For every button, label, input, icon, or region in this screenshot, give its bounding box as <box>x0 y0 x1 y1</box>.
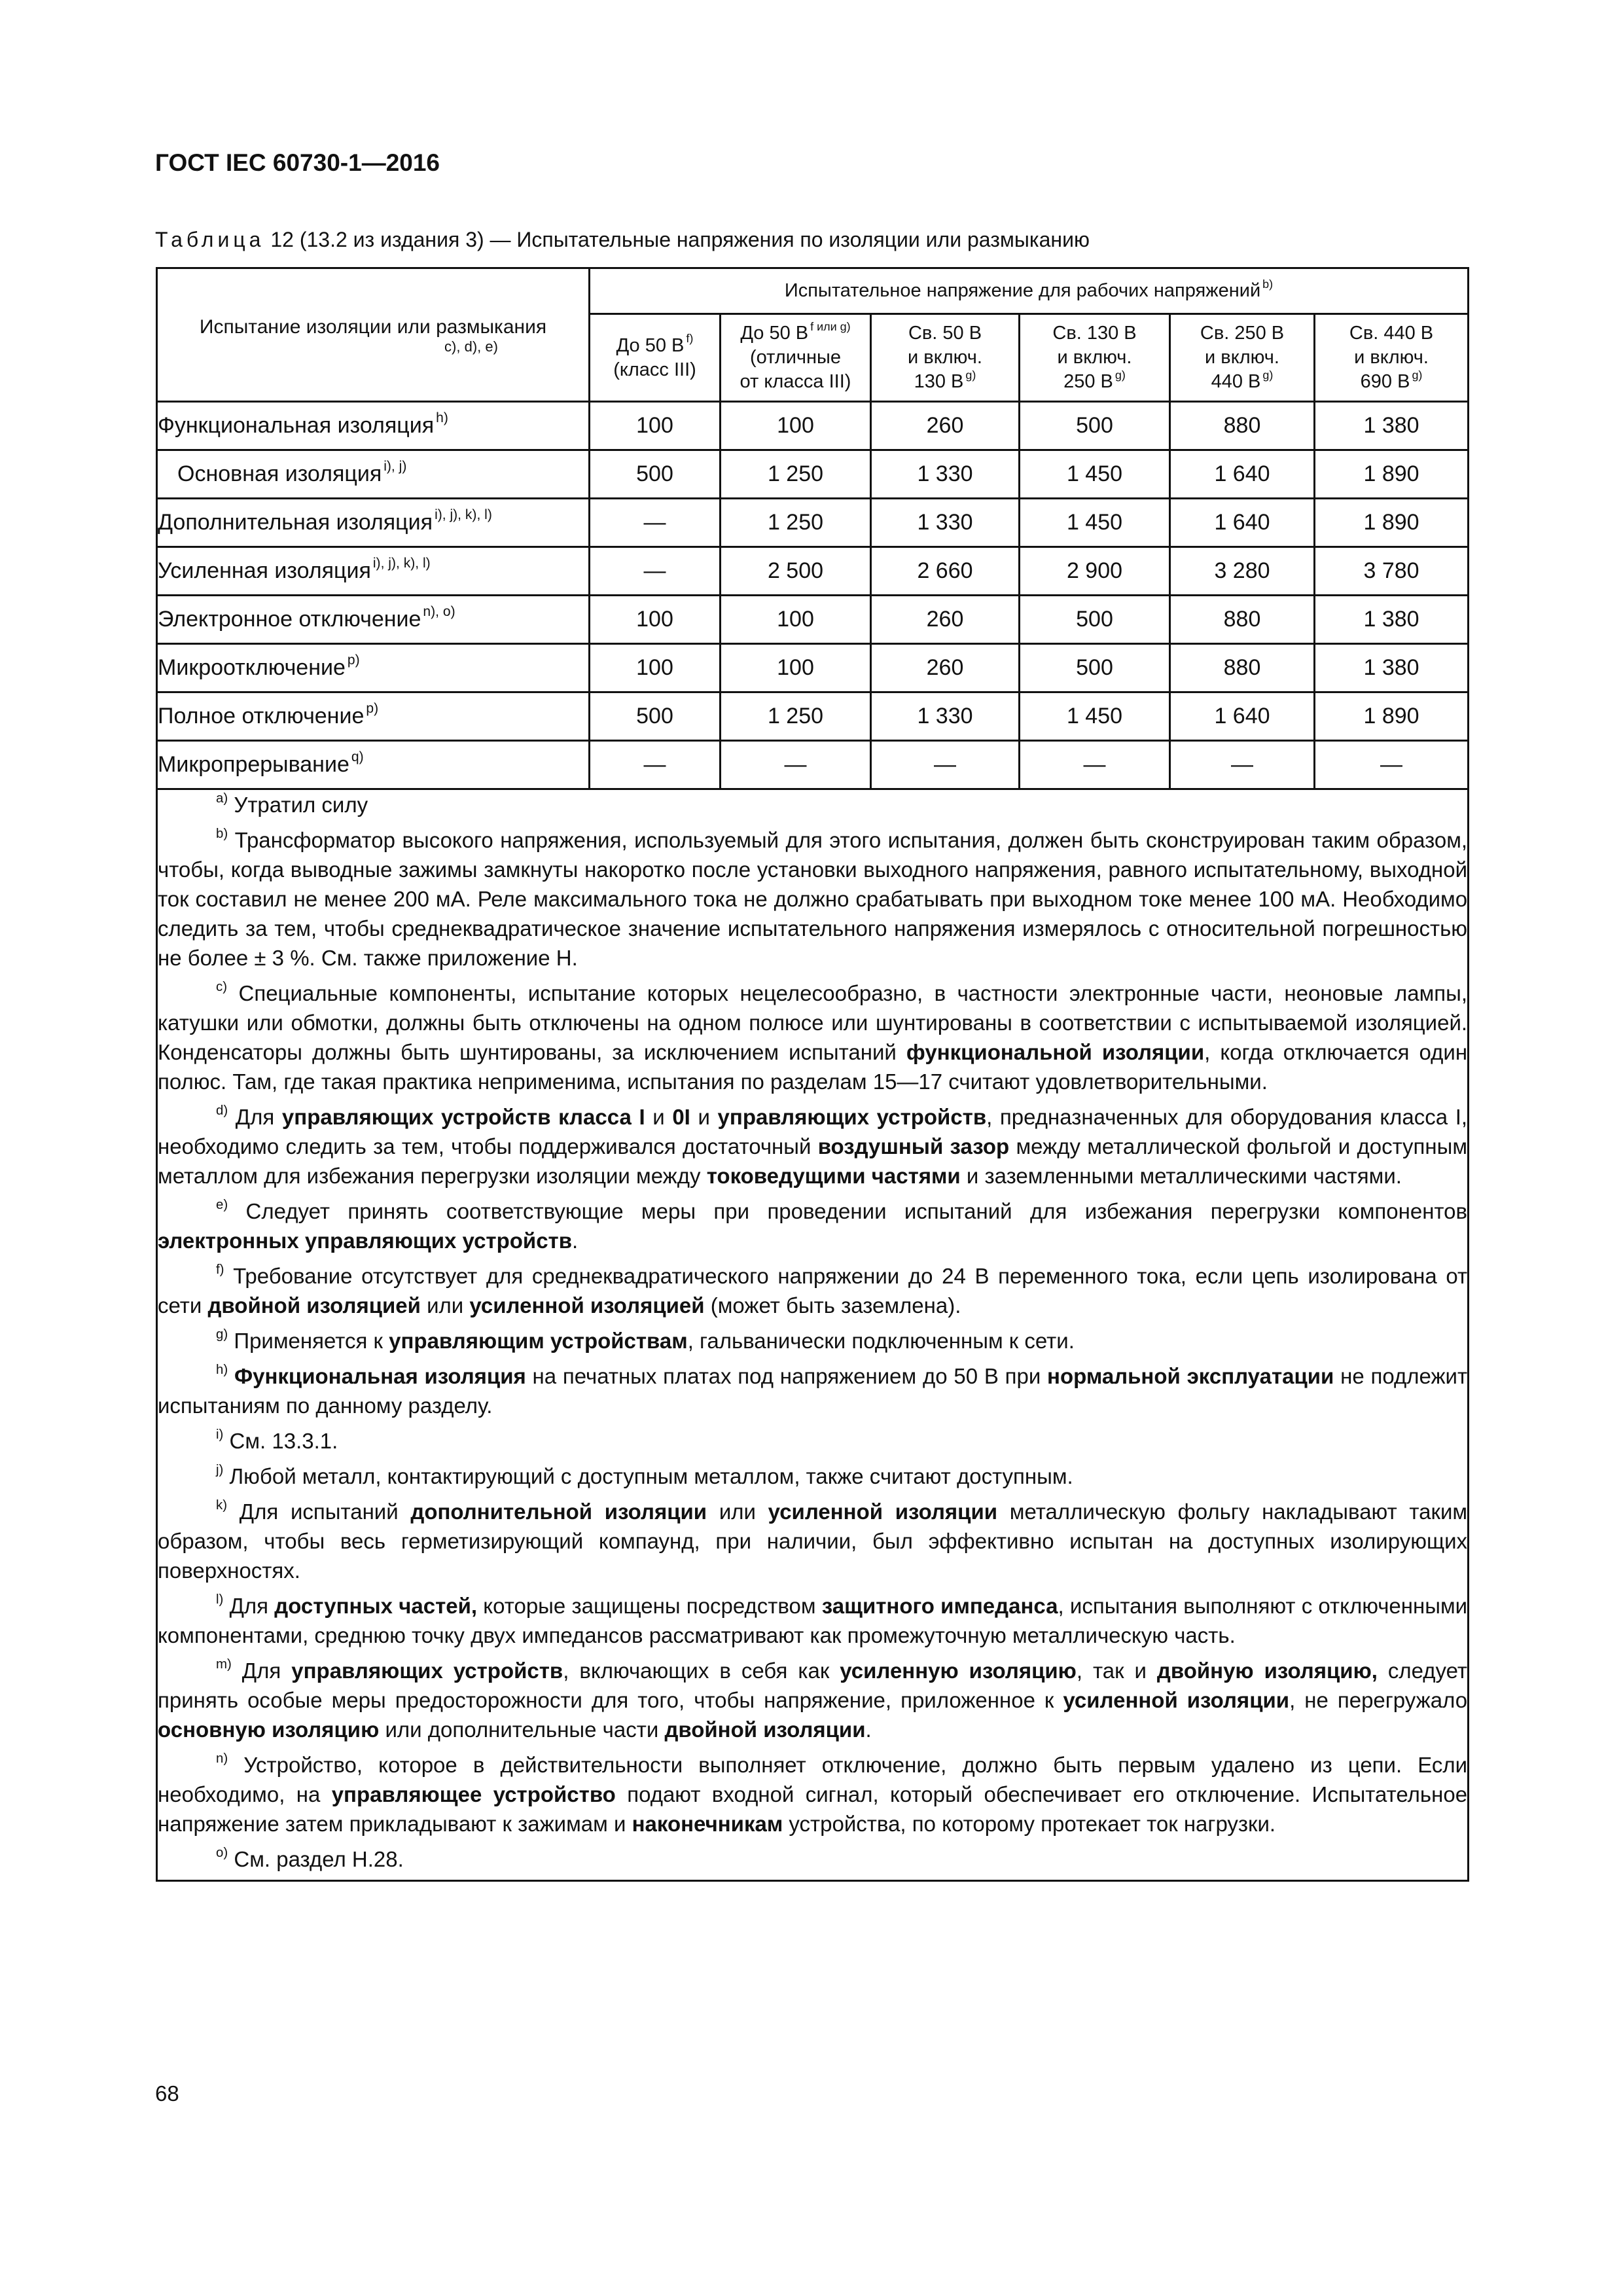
column-header-5 <box>1170 314 1315 402</box>
row-label-cell <box>157 450 590 499</box>
footnote-mark: c) <box>216 978 228 994</box>
value-cell: — <box>721 741 871 789</box>
value-cell: 1 380 <box>1315 596 1469 644</box>
column-header-2 <box>721 314 871 402</box>
footnote-l <box>158 1591 1467 1650</box>
footnote-text: Следует принять соответствующие меры при проведении испытаний для избежания перегрузки компонентов <box>228 1199 1468 1223</box>
footnote-mark: o) <box>216 1844 228 1860</box>
row-label-cell <box>157 402 590 450</box>
value-cell: 3 780 <box>1315 547 1469 596</box>
footnote-text: Утратил силу <box>228 793 368 817</box>
table-row <box>157 741 1469 789</box>
footnote-e <box>158 1196 1467 1255</box>
value-cell: 1 250 <box>721 499 871 547</box>
value-cell: 1 330 <box>871 692 1020 741</box>
footnote-term: электронных управляющих устройств <box>158 1229 572 1253</box>
footnote-j <box>158 1462 1467 1491</box>
voltage-group-header-label: Испытательное напряжение для рабочих напряжений <box>784 280 1261 301</box>
column-header-text: 440 В <box>1211 371 1261 392</box>
footnote-a <box>158 790 1467 819</box>
footnote-term: управляющим устройствам <box>389 1329 688 1353</box>
row-label-cell <box>157 692 590 741</box>
column-header-ref: g) <box>1115 368 1126 382</box>
footnote-text: Любой металл, контактирующий с доступным металлом, также считают доступным. <box>223 1464 1073 1488</box>
footnote-text: между металлической фольгой и доступным металлом для избежания перегрузки изоляции между <box>158 1134 1468 1188</box>
column-header-line1 <box>1315 321 1467 346</box>
footnote-text: , предназначенных для оборудования класса I, необходимо следить за тем, чтобы поддерживался достаточный <box>158 1105 1468 1158</box>
value-cell: 1 640 <box>1170 450 1315 499</box>
footnote-term: основную изоляцию <box>158 1717 380 1742</box>
column-header-line2: (класс III) <box>613 359 696 380</box>
column-header-line3 <box>1171 370 1313 394</box>
footnote-o <box>158 1844 1467 1874</box>
table-row <box>157 499 1469 547</box>
column-header-text: Св. 130 В <box>1052 323 1137 344</box>
column-header-line2: (отличные <box>749 347 841 368</box>
footnote-mark: a) <box>216 790 228 806</box>
footnote-text: , включающих в себя как <box>563 1659 840 1683</box>
footnote-mark: h) <box>216 1361 228 1377</box>
footnote-text: устройства, по которому протекает ток нагрузки. <box>783 1812 1276 1836</box>
value-cell: — <box>1315 741 1469 789</box>
value-cell: — <box>590 741 721 789</box>
value-cell: 880 <box>1170 402 1315 450</box>
value-cell: 3 280 <box>1170 547 1315 596</box>
column-header-text: До 50 В <box>616 334 685 356</box>
footnote-c <box>158 978 1467 1096</box>
row-header-label: Испытание изоляции или размыкания <box>199 315 547 338</box>
footnote-term: двойной изоляции <box>664 1717 866 1742</box>
value-cell: 1 250 <box>721 450 871 499</box>
value-cell: 100 <box>590 644 721 692</box>
footnote-text: См. раздел Н.28. <box>228 1847 404 1871</box>
value-cell: 1 450 <box>1020 499 1170 547</box>
footnote-term: защитного импеданса <box>821 1594 1058 1618</box>
footnote-text: . <box>572 1229 579 1253</box>
footnote-mark: f) <box>216 1261 224 1277</box>
footnote-n <box>158 1750 1467 1839</box>
footnote-g <box>158 1326 1467 1355</box>
row-label-cell <box>157 644 590 692</box>
value-cell: 1 380 <box>1315 644 1469 692</box>
row-header-cell <box>157 268 590 402</box>
column-header-line3 <box>872 370 1018 394</box>
footnote-text: , испытания выполняют с отключенными компонентами, среднюю точку двух импедансов рассматривают как промежуточную металлическую часть. <box>158 1594 1468 1647</box>
column-header-line1 <box>590 334 719 358</box>
table-caption <box>155 228 1090 252</box>
footnote-text: , гальванически подключенным к сети. <box>687 1329 1075 1353</box>
value-cell: 880 <box>1170 596 1315 644</box>
column-header-line1 <box>1020 321 1169 346</box>
footnote-text: или <box>707 1499 768 1524</box>
footnote-term: двойной изоляцией <box>207 1293 421 1318</box>
footnote-text: Для <box>223 1594 275 1618</box>
table-row <box>157 596 1469 644</box>
footnote-text: или дополнительные части <box>379 1717 665 1742</box>
footnote-text: следует принять особые меры предосторожности для того, чтобы напряжение, приложенное к <box>158 1659 1468 1712</box>
row-label: Основная изоляция <box>177 461 382 486</box>
footnote-text: не подлежит испытаниям по данному разделу. <box>158 1364 1468 1418</box>
footnote-text: подают входной сигнал, который обеспечивает его отключение. Испытательное напряжение затем прикладывают к зажимам и <box>158 1782 1468 1836</box>
footnote-mark: l) <box>216 1591 224 1607</box>
value-cell: 100 <box>721 596 871 644</box>
value-cell: 1 890 <box>1315 499 1469 547</box>
footnote-mark: m) <box>216 1656 232 1672</box>
footnote-term: 0I <box>672 1105 690 1129</box>
row-label: Микропрерывание <box>158 752 349 777</box>
footnote-text: или <box>420 1293 470 1318</box>
footnote-text: и <box>690 1105 718 1129</box>
footnote-mark: b) <box>216 825 228 841</box>
footnote-text: Трансформатор высокого напряжения, используемый для этого испытания, должен быть сконструирован таким образом, чтобы, когда выводные зажимы замкнуты накоротко после установки выходного напряжения, равного испытательному, выходной ток составил не менее 200 мА. Реле максимального тока не должно срабатывать при выходном токе менее 100 мА. Необходимо следить за тем, чтобы среднеквадратическое значение испытательного напряжения измерялось с относительной погрешностью не более ± 3 %. См. также приложение Н. <box>158 828 1468 970</box>
footnote-text: Для <box>228 1105 282 1129</box>
value-cell: 1 450 <box>1020 692 1170 741</box>
footnote-f <box>158 1261 1467 1320</box>
row-label: Функциональная изоляция <box>158 413 435 438</box>
footnote-mark: j) <box>216 1462 224 1477</box>
page-number: 68 <box>155 2081 179 2106</box>
value-cell: 1 640 <box>1170 499 1315 547</box>
footnote-term: управляющих устройств <box>291 1659 563 1683</box>
footnote-term: доступных частей, <box>274 1594 478 1618</box>
footnote-text: , так и <box>1076 1659 1157 1683</box>
column-header-line3 <box>1315 370 1467 394</box>
column-header-6 <box>1315 314 1469 402</box>
footnote-text: Для испытаний <box>227 1499 411 1524</box>
row-label-cell <box>157 547 590 596</box>
footnote-term: управляющих устройств <box>717 1105 987 1129</box>
column-header-text: Св. 440 В <box>1349 323 1434 344</box>
value-cell: 1 640 <box>1170 692 1315 741</box>
column-header-ref: g) <box>965 368 976 382</box>
row-label: Полное отключение <box>158 704 365 728</box>
footnote-text: на печатных платах под напряжением до 50 В при <box>526 1364 1048 1388</box>
value-cell: 880 <box>1170 644 1315 692</box>
column-header-line3 <box>721 370 870 394</box>
footnote-text: металлическую фольгу накладывают таким образом, чтобы весь герметизирующий компаунд, при наличии, был эффективно испытан на доступных изолирующих поверхностях. <box>158 1499 1468 1583</box>
value-cell: 100 <box>590 402 721 450</box>
row-ref: h) <box>436 410 448 426</box>
value-cell: 1 380 <box>1315 402 1469 450</box>
row-label: Дополнительная изоляция <box>158 510 433 535</box>
column-header-text: 130 В <box>914 371 964 392</box>
value-cell: 500 <box>1020 402 1170 450</box>
value-cell: 1 890 <box>1315 450 1469 499</box>
table-row <box>157 692 1469 741</box>
footnote-term: усиленной изоляции <box>1063 1688 1290 1712</box>
column-header-3 <box>871 314 1020 402</box>
value-cell: 1 250 <box>721 692 871 741</box>
row-label: Усиленная изоляция <box>158 558 371 583</box>
row-ref: i), j) <box>383 459 407 475</box>
table-row <box>157 402 1469 450</box>
footnote-term: Функциональная изоляция <box>234 1364 526 1388</box>
footnote-mark: i) <box>216 1426 224 1442</box>
row-label-cell <box>157 596 590 644</box>
value-cell: 1 450 <box>1020 450 1170 499</box>
footnote-term: воздушный зазор <box>817 1134 1010 1158</box>
value-cell: — <box>590 547 721 596</box>
footnote-text: Требование отсутствует для среднеквадратического напряжении до 24 В переменного тока, если цепь изолирована от сети <box>158 1264 1468 1318</box>
row-ref: p) <box>347 653 360 668</box>
footnote-text: которые защищены посредством <box>477 1594 822 1618</box>
document-header: ГОСТ IEC 60730-1—2016 <box>155 149 440 176</box>
column-header-line1 <box>721 321 870 346</box>
value-cell: — <box>871 741 1020 789</box>
footnote-text: См. 13.3.1. <box>223 1429 338 1453</box>
table-caption-prefix: Таблица <box>155 228 265 251</box>
value-cell: 2 660 <box>871 547 1020 596</box>
column-header-text: от класса III) <box>740 371 851 392</box>
footnote-term: управляющее устройство <box>331 1782 616 1806</box>
footnote-h <box>158 1361 1467 1420</box>
row-ref: i), j), k), l) <box>435 507 492 523</box>
footnote-term: усиленной изоляции <box>768 1499 998 1524</box>
footnote-text: и <box>645 1105 673 1129</box>
footnote-term: усиленной изоляцией <box>469 1293 705 1318</box>
footnote-m <box>158 1656 1467 1744</box>
footnote-term: токоведущими частями <box>706 1164 961 1188</box>
value-cell: 260 <box>871 644 1020 692</box>
footnote-text: Применяется к <box>228 1329 389 1353</box>
row-label-cell <box>157 499 590 547</box>
value-cell: 2 500 <box>721 547 871 596</box>
value-cell: — <box>590 499 721 547</box>
value-cell: 1 330 <box>871 499 1020 547</box>
footnote-mark: e) <box>216 1196 228 1212</box>
table-row <box>157 547 1469 596</box>
row-label-cell <box>157 741 590 789</box>
value-cell: 1 890 <box>1315 692 1469 741</box>
footnote-term: дополнительной изоляции <box>410 1499 707 1524</box>
footnote-term: наконечникам <box>632 1812 783 1836</box>
column-header-line2: и включ. <box>1057 347 1132 368</box>
column-header-text: 690 В <box>1360 371 1410 392</box>
column-header-line2: и включ. <box>1354 347 1429 368</box>
row-ref: p) <box>366 701 379 717</box>
row-ref: n), o) <box>423 604 455 620</box>
value-cell: — <box>1170 741 1315 789</box>
column-header-ref: f) <box>686 332 694 346</box>
footnote-text: (может быть заземлена). <box>704 1293 961 1318</box>
row-ref: i), j), k), l) <box>372 556 431 571</box>
row-ref: q) <box>351 749 364 765</box>
test-voltage-table <box>156 267 1469 1882</box>
row-label: Микроотключение <box>158 655 346 680</box>
column-header-line2: и включ. <box>908 347 982 368</box>
table-caption-text: 12 (13.2 из издания 3) — Испытательные напряжения по изоляции или размыканию <box>264 228 1090 251</box>
column-header-ref: f или g) <box>810 319 851 333</box>
footnote-mark: k) <box>216 1497 228 1513</box>
footnote-term: функциональной изоляции <box>906 1040 1205 1064</box>
row-header-refs: c), d), e) <box>444 338 498 355</box>
footnote-i <box>158 1426 1467 1456</box>
footnote-mark: g) <box>216 1326 228 1342</box>
column-header-text: Св. 250 В <box>1200 323 1285 344</box>
column-header-line1 <box>872 321 1018 346</box>
column-header-ref: g) <box>1412 368 1423 382</box>
column-header-text: Св. 50 В <box>908 323 982 344</box>
row-label: Электронное отключение <box>158 607 421 632</box>
footnote-text: . <box>865 1717 872 1742</box>
value-cell: 2 900 <box>1020 547 1170 596</box>
footnote-d <box>158 1102 1467 1191</box>
footnote-text: Специальные компоненты, испытание которых нецелесообразно, в частности электронные части, неоновые лампы, катушки или обмотки, должны быть отключены на одном полюсе или шунтированы в соответствии с испытываемой изоляцией. Конденсаторы должны быть шунтированы, за исключением испытаний <box>158 981 1468 1064</box>
footnote-text: Для <box>231 1659 292 1683</box>
column-header-line3 <box>1020 370 1169 394</box>
column-header-text: До 50 В <box>740 323 809 344</box>
column-header-1 <box>590 314 721 402</box>
footnote-term: усиленную изоляцию <box>840 1659 1077 1683</box>
footnote-b <box>158 825 1467 973</box>
table-notes <box>157 789 1469 1881</box>
footnote-term: управляющих устройств класса I <box>281 1105 645 1129</box>
table-row <box>157 644 1469 692</box>
footnote-text: , когда отключается один полюс. Там, где такая практика неприменима, испытания по разделам 15—17 считают удовлетворительными. <box>158 1040 1468 1094</box>
value-cell: 100 <box>590 596 721 644</box>
value-cell: 100 <box>721 402 871 450</box>
footnote-text: , не перегружало <box>1289 1688 1468 1712</box>
column-header-line1 <box>1171 321 1313 346</box>
footnote-term: нормальной эксплуатации <box>1047 1364 1334 1388</box>
footnote-k <box>158 1497 1467 1585</box>
value-cell: — <box>1020 741 1170 789</box>
footnote-term: двойную изоляцию, <box>1156 1659 1378 1683</box>
value-cell: 500 <box>1020 596 1170 644</box>
value-cell: 260 <box>871 402 1020 450</box>
footnote-text: Устройство, которое в действительности выполняет отключение, должно быть первым удалено из цепи. Если необходимо, на <box>158 1753 1468 1806</box>
footnote-mark: d) <box>216 1102 228 1118</box>
column-header-ref: g) <box>1262 368 1274 382</box>
value-cell: 1 330 <box>871 450 1020 499</box>
value-cell: 500 <box>1020 644 1170 692</box>
value-cell: 500 <box>590 450 721 499</box>
column-header-line2: и включ. <box>1205 347 1279 368</box>
footnote-text: и заземленными металлическими частями. <box>960 1164 1402 1188</box>
voltage-group-header-ref: b) <box>1262 277 1274 291</box>
value-cell: 500 <box>590 692 721 741</box>
column-header-4 <box>1020 314 1170 402</box>
column-header-text: 250 В <box>1063 371 1113 392</box>
footnote-text <box>228 1364 234 1388</box>
footnote-mark: n) <box>216 1750 228 1766</box>
value-cell: 100 <box>721 644 871 692</box>
voltage-group-header <box>590 268 1469 314</box>
table-row <box>157 450 1469 499</box>
value-cell: 260 <box>871 596 1020 644</box>
